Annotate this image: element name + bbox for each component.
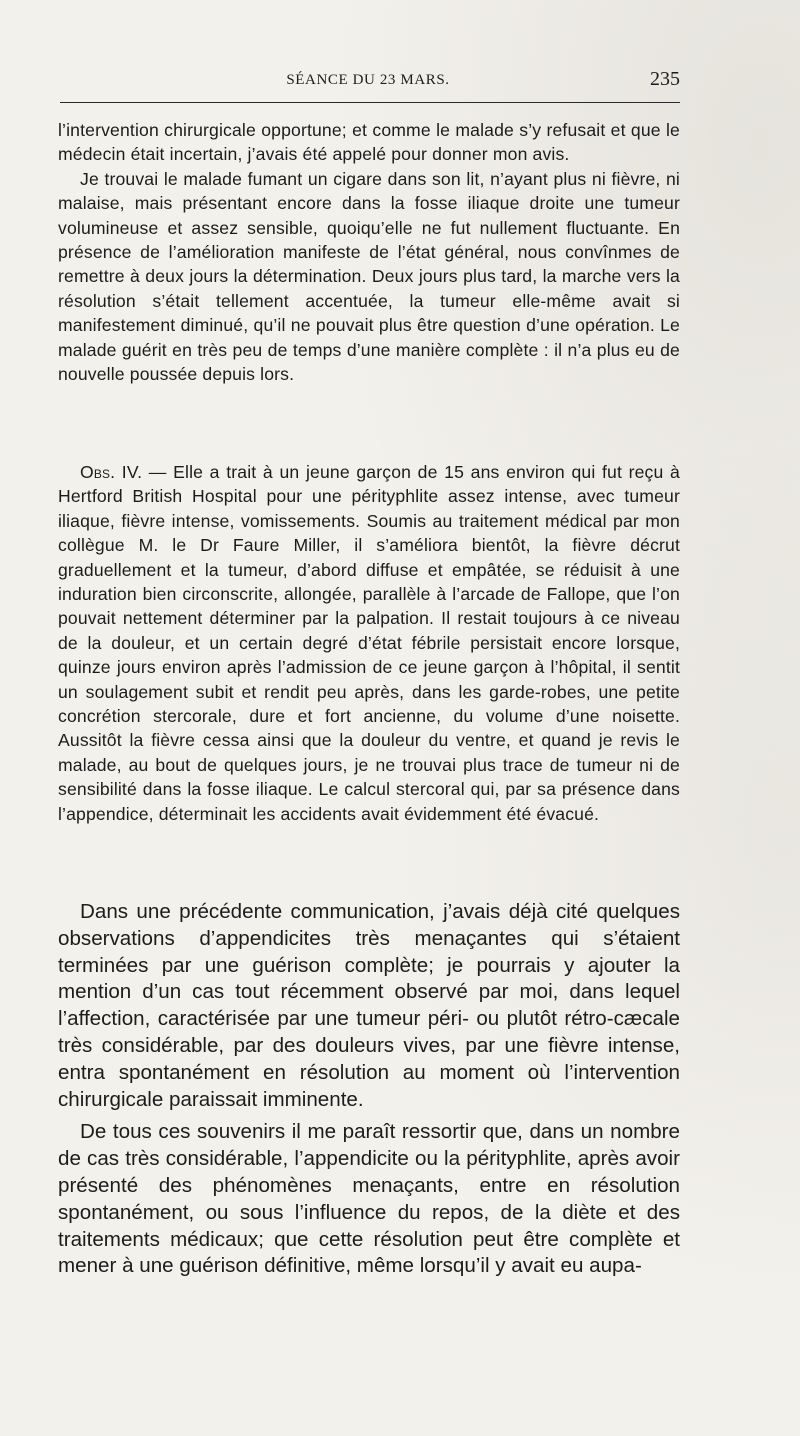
paragraph-intervention: l’intervention chirurgicale opportune; et comme le malade s’y refusait et que le médecin était incertain, j’avais été appelé pour donner mon avis.: [58, 120, 680, 165]
observation-text: — Elle a trait à un jeune garçon de 15 ans environ qui fut reçu à Hertford British Hospital pour une pérityphlite assez intense, avec tumeur iliaque, fièvre intense, vomissements. Soumis au traitement médical par mon collègue M. le Dr Faure Miller, il s’améliora bientôt, la fièvre décrut graduellement et la tumeur, d’abord diffuse et empâtée, se réduisit à une induration bien circonscrite, allongée, parallèle à l’arcade de Fallope, que l’on pouvait nettement déterminer par la palpation. Il restait toujours à ce niveau de la douleur, et un certain degré d’état fébrile persistait encore lorsque, quinze jours environ après l’admission de ce jeune garçon à l’hôpital, il sentit un soulagement subit et rendit peu après, dans les garde-robes, une petite concrétion stercorale, dure et fort ancienne, du volume d’une noisette. Aussitôt la fièvre cessa ainsi que la douleur du ventre, et quand je revis le malade, au bout de quelques jours, je ne trouvai plus trace de tumeur ni de sensibilité dans la fosse iliaque. Le calcul stercoral qui, par sa présence dans l’appendice, déterminait les accidents avait évidemment été évacué.: [58, 462, 680, 824]
main-text-block: [58, 899, 680, 1280]
paragraph-observation-iv: [58, 460, 680, 826]
continued-paragraph-block: [58, 118, 680, 386]
header-rule: [60, 102, 680, 103]
paragraph-cigare: Je trouvai le malade fumant un cigare dans son lit, n’ayant plus ni fièvre, ni malaise, mais présentant encore dans la fosse iliaque droite une tumeur volumineuse et assez sensible, quoiqu’elle ne fut nullement fluctuante. En présence de l’amélioration manifeste de l’état général, nous convînmes de remettre à deux jours la détermination. Deux jours plus tard, la marche vers la résolution s’était tellement accentuée, la tumeur elle-même avait si manifestement diminué, qu’il ne pouvait plus être question d’une opération. Le malade guérit en très peu de temps d’une manière complète : il n’a plus eu de nouvelle poussée depuis lors.: [58, 168, 680, 385]
page-number: 235: [650, 68, 680, 90]
paragraph-souvenirs: De tous ces souvenirs il me paraît ressortir que, dans un nombre de cas très considérable, l’appendicite ou la pérityphlite, après avoir présenté des phénomènes menaçants, entre en résolution spontanément, ou sous l’influence du repos, de la diète et des traitements médicaux; que cette résolution peut être complète et mener à une guérison définitive, même lorsqu’il y avait eu aupa-: [58, 1120, 680, 1278]
running-title: SÉANCE DU 23 MARS.: [286, 72, 450, 88]
observation-label: Obs. IV.: [80, 462, 143, 482]
paragraph-precedente-communication: Dans une précédente communication, j’avais déjà cité quelques observations d’appendicites très menaçantes qui s’étaient terminées par une guérison complète; je pourrais y ajouter la mention d’un cas tout récemment observé par moi, dans lequel l’affection, caractérisée par une tumeur péri- ou plutôt rétro-cæcale très considérable, par des douleurs vives, par une fièvre intense, entra spontanément en résolution au moment où l’intervention chirurgicale paraissait imminente.: [58, 900, 680, 1111]
page-header: [56, 64, 680, 98]
observation-iv-block: [58, 460, 680, 826]
